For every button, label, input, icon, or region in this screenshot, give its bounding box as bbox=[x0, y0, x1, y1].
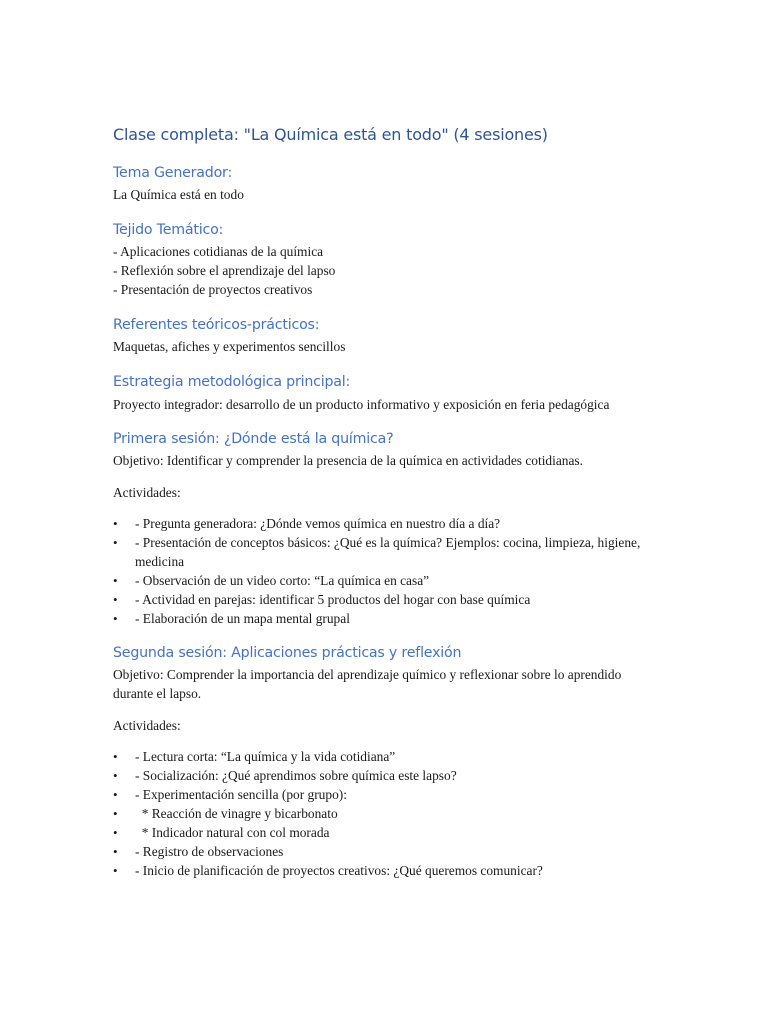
bullet-icon: • bbox=[113, 592, 118, 607]
tejido-tematico-line: - Aplicaciones cotidianas de la química bbox=[113, 244, 324, 259]
list-item: • - Pregunta generadora: ¿Dónde vemos química en nuestro día a día? bbox=[113, 516, 501, 531]
sesion1-heading: Primera sesión: ¿Dónde está la química? bbox=[113, 431, 394, 447]
bullet-icon: • bbox=[113, 768, 118, 783]
bullet-icon: • bbox=[113, 573, 118, 588]
bullet-icon: • bbox=[113, 516, 118, 531]
tejido-tematico-line: - Reflexión sobre el aprendizaje del lapso bbox=[113, 263, 336, 278]
bullet-icon: • bbox=[113, 844, 118, 859]
document-title: Clase completa: "La Química está en todo" (4 sesiones) bbox=[113, 125, 548, 144]
sesion2-activity-list bbox=[113, 747, 653, 880]
tejido-tematico-list bbox=[113, 242, 653, 299]
list-item: • - Inicio de planificación de proyectos creativos: ¿Qué queremos comunicar? bbox=[113, 863, 543, 878]
list-item: • - Observación de un video corto: “La química en casa” bbox=[113, 573, 430, 588]
bullet-icon: • bbox=[113, 749, 118, 764]
sesion1-activity-list bbox=[113, 514, 653, 628]
sesion2-heading: Segunda sesión: Aplicaciones prácticas y reflexión bbox=[113, 645, 462, 661]
sesion2-actividades-label: Actividades: bbox=[113, 718, 181, 733]
estrategia-heading: Estrategia metodológica principal: bbox=[113, 374, 351, 390]
tema-generador-text: La Química está en todo bbox=[113, 187, 244, 202]
bullet-icon: • bbox=[113, 825, 118, 840]
sesion2-objetivo: Objetivo: Comprender la importancia del aprendizaje químico y reflexionar sobre lo aprendido durante el lapso. bbox=[113, 667, 622, 701]
list-item: • - Registro de observaciones bbox=[113, 844, 284, 859]
bullet-icon: • bbox=[113, 535, 118, 550]
bullet-icon: • bbox=[113, 806, 118, 821]
tema-generador-heading: Tema Generador: bbox=[113, 165, 233, 181]
list-item: • - Socialización: ¿Qué aprendimos sobre química este lapso? bbox=[113, 768, 457, 783]
tejido-tematico-heading: Tejido Temático: bbox=[113, 222, 224, 238]
bullet-icon: • bbox=[113, 787, 118, 802]
sesion1-objetivo: Objetivo: Identificar y comprender la presencia de la química en actividades cotidianas. bbox=[113, 453, 583, 468]
sesion1-actividades-label: Actividades: bbox=[113, 485, 181, 500]
list-item: • * Indicador natural con col morada bbox=[113, 825, 330, 840]
estrategia-text: Proyecto integrador: desarrollo de un producto informativo y exposición en feria pedagógica bbox=[113, 397, 610, 412]
list-item: • - Presentación de conceptos básicos: ¿Qué es la química? Ejemplos: cocina, limpieza, higiene, medicina bbox=[113, 535, 644, 569]
list-item: • - Experimentación sencilla (por grupo): bbox=[113, 787, 347, 802]
list-item: • - Lectura corta: “La química y la vida cotidiana” bbox=[113, 749, 396, 764]
list-item: • * Reacción de vinagre y bicarbonato bbox=[113, 806, 338, 821]
referentes-heading: Referentes teóricos-prácticos: bbox=[113, 317, 320, 333]
tejido-tematico-line: - Presentación de proyectos creativos bbox=[113, 282, 313, 297]
bullet-icon: • bbox=[113, 863, 118, 878]
referentes-text: Maquetas, afiches y experimentos sencillos bbox=[113, 339, 346, 354]
document-page bbox=[113, 122, 653, 880]
list-item: • - Actividad en parejas: identificar 5 productos del hogar con base química bbox=[113, 592, 531, 607]
bullet-icon: • bbox=[113, 611, 118, 626]
list-item: • - Elaboración de un mapa mental grupal bbox=[113, 611, 350, 626]
